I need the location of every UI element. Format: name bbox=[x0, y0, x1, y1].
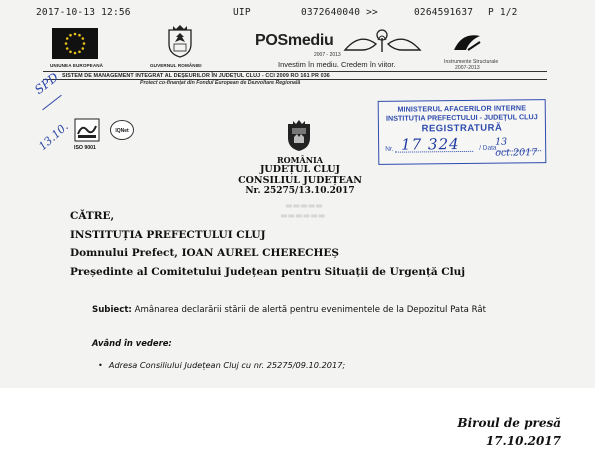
handwritten-routing-date: 13.10. bbox=[36, 119, 71, 154]
stamp-nr-value: 17 324 bbox=[401, 135, 460, 154]
posmediu-years: 2007 - 2013 bbox=[314, 52, 341, 58]
issuer-country: ROMÂNIA bbox=[277, 155, 323, 165]
stamp-institution: INSTITUȚIA PREFECTULUI - JUDEȚUL CLUJ bbox=[385, 112, 538, 123]
fax-phone-to: 0264591637 bbox=[414, 7, 474, 18]
footer-office: Biroul de presă bbox=[457, 416, 561, 430]
bullet-text: Adresa Consiliului Județean Cluj cu nr. 25275/09.10.2017; bbox=[108, 360, 346, 370]
gov-caption: GUVERNUL ROMÂNIEI bbox=[150, 63, 202, 68]
letter-institution: INSTITUȚIA PREFECTULUI CLUJ bbox=[70, 229, 266, 241]
stamp-nr-label: Nr. bbox=[385, 145, 394, 153]
romanian-government-crest-icon bbox=[165, 24, 195, 58]
eu-caption: UNIUNEA EUROPEANĂ bbox=[50, 63, 104, 68]
letter-subject bbox=[92, 305, 486, 315]
structural-caption-years: 2007-2013 bbox=[455, 65, 480, 71]
header-rule bbox=[43, 71, 547, 72]
issuer-county: JUDEȚUL CLUJ bbox=[259, 164, 341, 175]
handwritten-routing-note: SPD bbox=[32, 70, 62, 98]
iqnet-logo: IQNet bbox=[110, 120, 134, 140]
letter-to-label: CĂTRE, bbox=[70, 210, 115, 222]
fax-page: P 1/2 bbox=[488, 7, 518, 18]
bleed-through-mark-2: ▬▬▬▬▬▬ bbox=[280, 210, 326, 220]
bleed-through-mark: ▬▬▬▬▬ bbox=[285, 200, 323, 210]
fax-datetime: 2017-10-13 12:56 bbox=[36, 7, 131, 18]
posmediu-logo: POSmediu bbox=[255, 32, 334, 49]
eu-flag-logo bbox=[52, 28, 98, 59]
iso-label: ISO 9001 bbox=[74, 145, 96, 151]
bullet-dot-icon: • bbox=[98, 360, 103, 370]
issuer-council: CONSILIUL JUDEȚEAN bbox=[238, 175, 362, 186]
footer-date: 17.10.2017 bbox=[485, 434, 561, 448]
issuer-reg-number: Nr. 25275/13.10.2017 bbox=[245, 186, 355, 196]
posmediu-tagline: Investim în mediu. Credem în viitor. bbox=[278, 60, 396, 69]
cluj-county-crest-icon bbox=[285, 120, 313, 152]
subject-text: Amânarea declarării stării de alertă pentru evenimentele de la Depozitul Pata Rât bbox=[134, 305, 486, 315]
stamp-ministry: MINISTERUL AFACERILOR INTERNE bbox=[397, 103, 527, 114]
fax-phone-from: 0372640040 >> bbox=[301, 7, 378, 18]
structural-caption: Instrumente Structurale bbox=[444, 59, 499, 65]
handwritten-underline bbox=[42, 95, 62, 111]
hands-tree-icon bbox=[340, 26, 426, 56]
stamp-registry: REGISTRATURĂ bbox=[421, 122, 503, 135]
structural-instruments-logo bbox=[452, 30, 482, 54]
stamp-data-value: 13 oct.2017 bbox=[495, 136, 538, 159]
stamp-data-label: / Data bbox=[479, 144, 497, 152]
sr-certification-icon bbox=[74, 118, 100, 142]
list-item bbox=[98, 360, 345, 370]
fax-sender-code: UIP bbox=[233, 7, 251, 18]
letter-role: Președinte al Comitetului Județean pentru Situații de Urgență Cluj bbox=[70, 266, 466, 278]
cofinance-line: Proiect co-finanțat din Fondul European de Dezvoltare Regională bbox=[140, 80, 301, 86]
registry-stamp bbox=[378, 99, 547, 165]
system-line: SISTEM DE MANAGEMENT INTEGRAT AL DEȘEURILOR ÎN JUDEȚUL CLUJ - CCI 2009 RO 161 PR 036 bbox=[62, 73, 330, 79]
subject-label: Subiect: bbox=[92, 305, 132, 315]
letter-addressee: Domnului Prefect, IOAN AUREL CHERECHEȘ bbox=[70, 247, 340, 259]
considering-label: Având în vedere: bbox=[92, 338, 172, 348]
